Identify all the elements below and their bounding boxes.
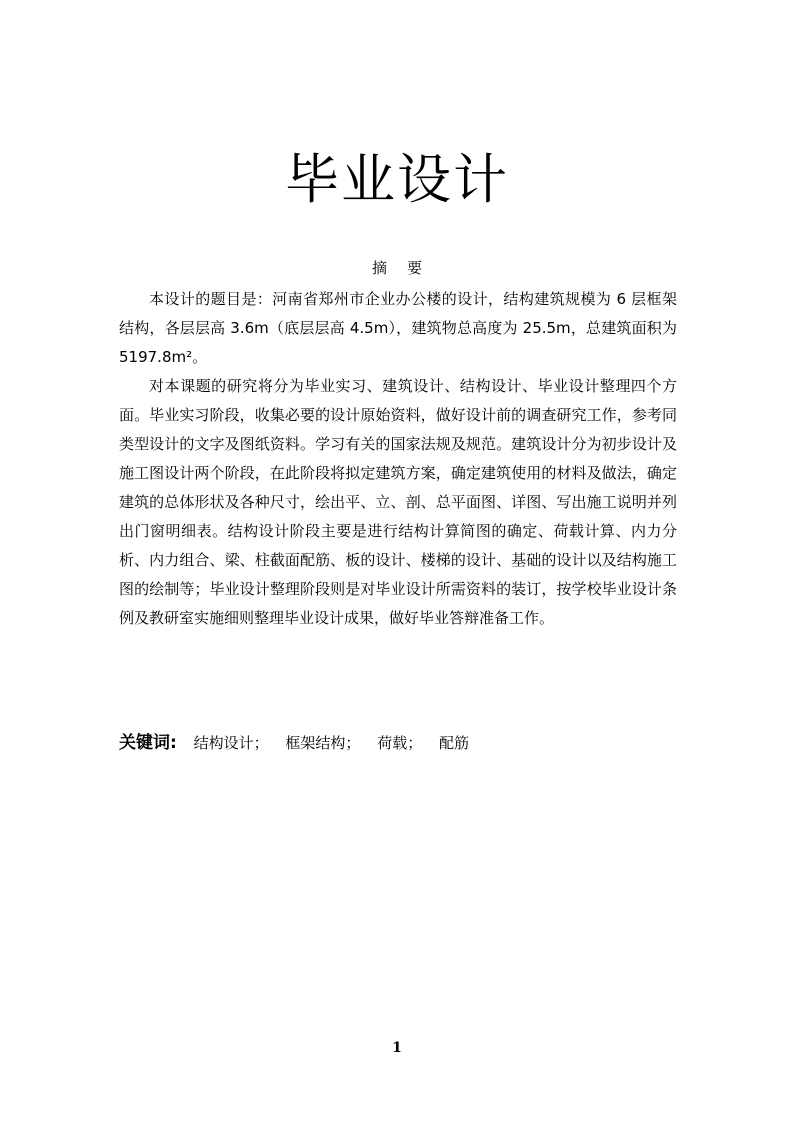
keywords-line <box>119 730 677 756</box>
abstract-paragraph-2: 对本课题的研究将分为毕业实习、建筑设计、结构设计、毕业设计整理四个方面。毕业实习阶段，收集必要的设计原始资料，做好设计前的调查研究工作，参考同类型设计的文字及图纸资料。学习有关的国家法规及规范。建筑设计分为初步设计及施工图设计两个阶段，在此阶段将拟定建筑方案，确定建筑使用的材料及做法，确定建筑的总体形状及各种尺寸，绘出平、立、剖、总平面图、详图、写出施工说明并列出门窗明细表。结构设计阶段主要是进行结构计算简图的确定、荷载计算、内力分析、内力组合、梁、柱截面配筋、板的设计、楼梯的设计、基础的设计以及结构施工图的绘制等；毕业设计整理阶段则是对毕业设计所需资料的装订，按学校毕业设计条例及教研室实施细则整理毕业设计成果，做好毕业答辩准备工作。 <box>119 377 677 627</box>
abstract-heading <box>0 256 794 280</box>
abstract-body <box>119 285 677 633</box>
keyword-1: 结构设计； <box>193 734 269 752</box>
keyword-4: 配筋 <box>438 734 469 752</box>
abstract-heading-char-1: 摘 <box>371 259 407 277</box>
keyword-3: 荷载； <box>377 734 423 752</box>
document-title: 毕业设计 <box>285 148 509 211</box>
page-number: 1 <box>392 1040 402 1056</box>
abstract-heading-char-2: 要 <box>407 259 423 277</box>
abstract-paragraph-1: 本设计的题目是：河南省郑州市企业办公楼的设计，结构建筑规模为 6 层框架结构，各层层高 3.6m（底层层高 4.5m），建筑物总高度为 25.5m，总建筑面积为 5197.8m²。 <box>119 290 677 366</box>
keywords-label: 关键词: <box>119 733 177 753</box>
keyword-2: 框架结构； <box>285 734 361 752</box>
